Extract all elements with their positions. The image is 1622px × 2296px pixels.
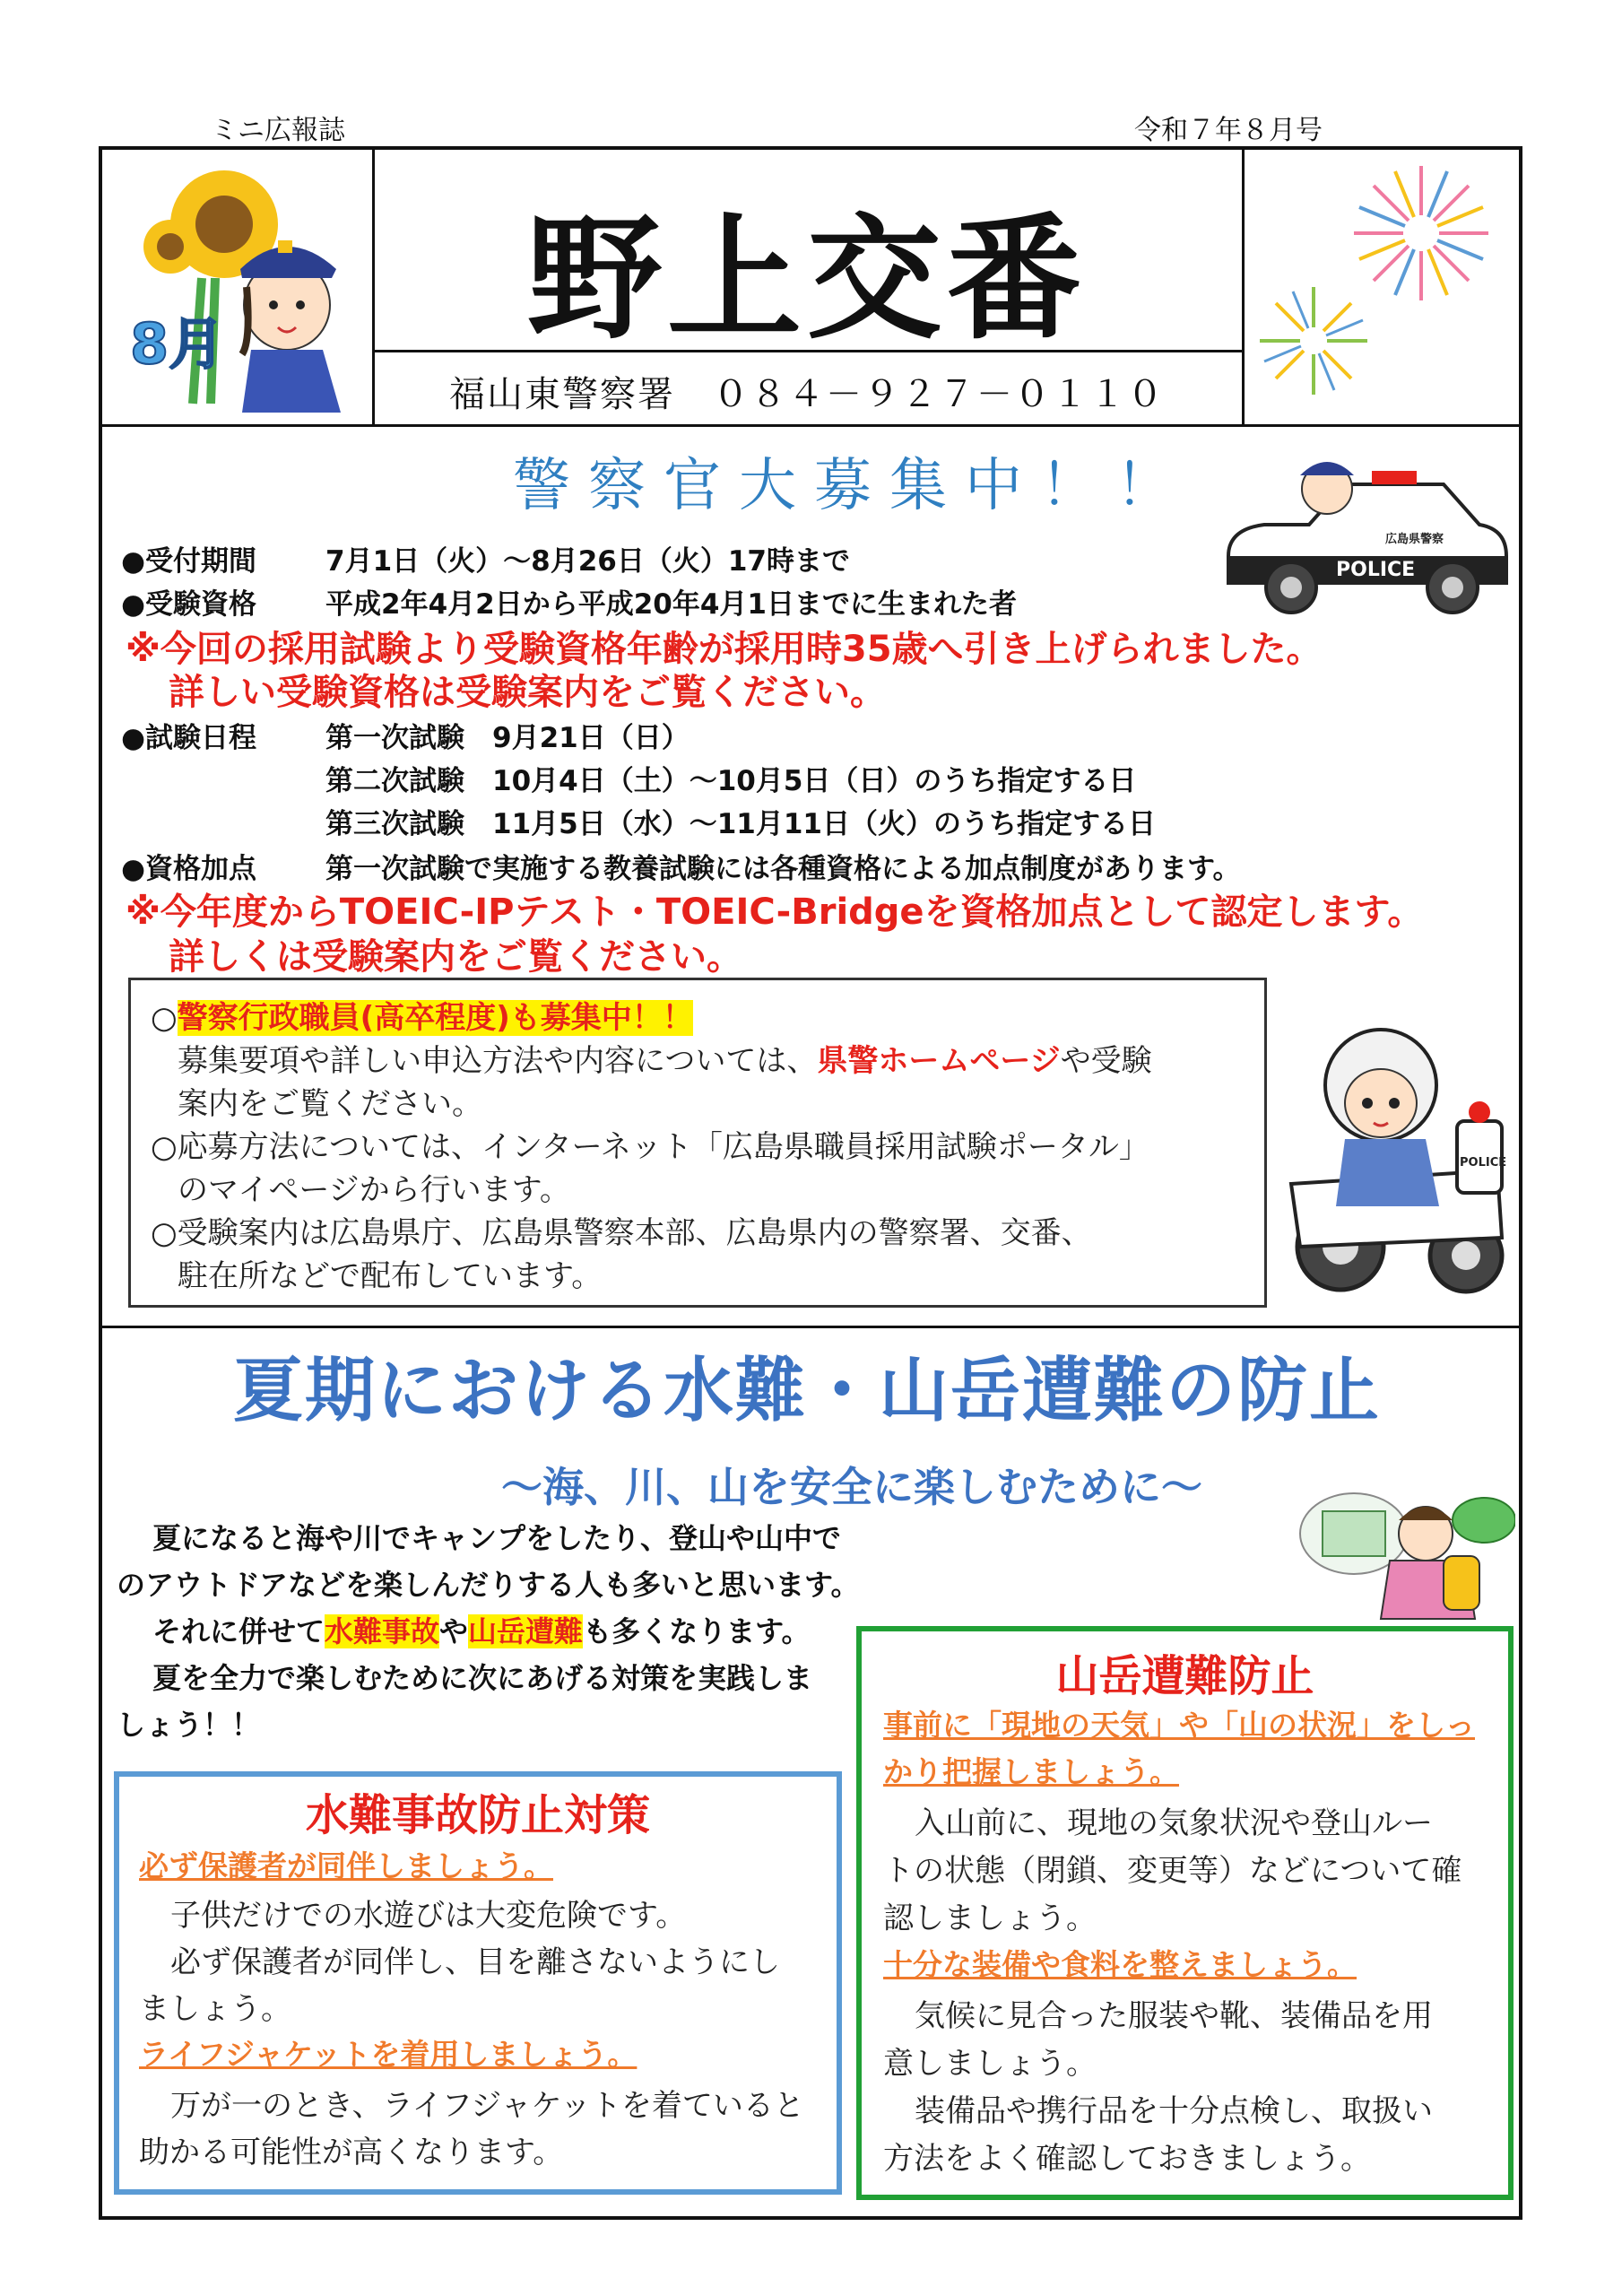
bonus-label: ●資格加点 [121, 853, 257, 885]
car-police-label: POLICE [1336, 559, 1416, 581]
eligibility-value: 平成2年4月2日から平成20年4月1日までに生まれた者 [325, 588, 1017, 621]
info-line6: ○受験案内は広島県庁、広島県警察本部、広島県内の警察署、交番、 [151, 1215, 1092, 1251]
firework-pink-icon [1354, 166, 1488, 300]
intro-line3 [152, 1609, 811, 1650]
month-badge: 8月 [130, 311, 225, 377]
summer-subtitle: ～海、川、山を安全に楽しむために～ [501, 1463, 1202, 1511]
intro-line1: 夏になると海や川でキャンプをしたり、登山や山中で [152, 1521, 842, 1555]
firework-green-icon [1260, 287, 1367, 395]
officer-girl-icon [240, 240, 341, 413]
reception-period-row [121, 538, 850, 578]
schedule-first: 第一次試験 9月21日（日） [325, 722, 690, 754]
info-line4: ○応募方法については、インターネット「広島県職員採用試験ポータル」 [151, 1129, 1149, 1165]
fireworks-illustration [1251, 161, 1520, 422]
intro-line2: のアウトドアなどを楽しんだりする人も多いと思います。 [117, 1568, 860, 1602]
mountain-body1b: トの状態（閉鎖、変更等）などについて確 [883, 1853, 1462, 1889]
water-box-title: 水難事故防止対策 [305, 1790, 650, 1840]
water-sub2: ライフジャケットを着用しましょう。 [139, 2037, 638, 2072]
age-note-line2: 詳しい受験資格は受験案内をご覧ください。 [169, 672, 886, 713]
water-sub1: 必ず保護者が同伴しましょう。 [139, 1848, 553, 1883]
summer-title: 夏期における水難・山岳遭難の防止 [232, 1351, 1381, 1431]
mini-newsletter-label: ミニ広報誌 [211, 115, 345, 146]
intro-line3-mid: や [439, 1614, 469, 1648]
schedule-second: 第二次試験 10月4日（土）～10月5日（日）のうち指定する日 [325, 765, 1137, 797]
header-bottom-rule [100, 424, 1521, 427]
toeic-note-line2: 詳しくは受験案内をご覧ください。 [169, 936, 742, 978]
info-line1 [151, 993, 693, 1037]
info-line2 [178, 1036, 1152, 1080]
water-body1a: 子供だけでの水遊びは大変危険です。 [170, 1898, 687, 1934]
mountain-icon [1453, 1498, 1515, 1543]
info-line7: 駐在所などで配布しています。 [178, 1258, 603, 1294]
section-divider [100, 1326, 1521, 1328]
bonus-value: 第一次試験で実施する教養試験には各種資格による加点制度があります。 [325, 853, 1241, 885]
eligibility-row [121, 581, 1017, 622]
mountain-body2b: 意しましょう。 [883, 2046, 1097, 2082]
eligibility-label: ●受験資格 [121, 588, 257, 621]
water-body1c: ましょう。 [139, 1991, 291, 2027]
police-car-illustration [1210, 448, 1515, 619]
schedule-third: 第三次試験 11月5日（水）～11月11日（火）のうち指定する日 [325, 808, 1156, 840]
hiker-illustration [1291, 1471, 1515, 1623]
mountain-body1a: 入山前に、現地の気象状況や登山ルー [915, 1805, 1433, 1841]
mountain-sub1a: 事前に「現地の天気」や「山の状況」をしっ [883, 1708, 1475, 1743]
intro-line3-post: も多くなります。 [583, 1614, 811, 1648]
toeic-note-line1: ※今年度からTOEIC-IPテスト・TOEIC-Bridgeを資格加点として認定します。 [126, 891, 1424, 933]
recruit-title: 警察官大募集中！！ [513, 453, 1191, 519]
map-icon [1323, 1511, 1385, 1556]
intro-line3-pre: それに併せて [152, 1614, 325, 1648]
age-note-line1: ※今回の採用試験より受験資格年齢が採用時35歳へ引き上げられました。 [126, 629, 1323, 670]
intro-line5: しょう！！ [117, 1708, 261, 1742]
schedule-label: ●試験日程 [121, 722, 257, 754]
backpack-icon [1444, 1556, 1479, 1610]
intro-line4: 夏を全力で楽しむために次にあげる対策を実践しま [152, 1661, 813, 1695]
mountain-body2a: 気候に見合った服装や靴、装備品を用 [915, 1998, 1433, 2034]
info-line2-pre: 募集要項や詳しい申込方法や内容については、 [178, 1043, 818, 1079]
info-line3: 案内をご覧ください。 [178, 1086, 482, 1122]
mountain-sub1b: かり把握しましょう。 [883, 1754, 1179, 1789]
info-line2-post: や受験 [1060, 1043, 1152, 1079]
bonus-row [121, 846, 1241, 886]
mountain-sub2: 十分な装備や食料を整えましょう。 [883, 1947, 1357, 1982]
info-line5: のマイページから行います。 [178, 1172, 570, 1208]
station-contact: 福山東警察署 ０８４－９２７－０１１０ [449, 374, 1165, 415]
bike-police-label: POLICE [1460, 1156, 1507, 1170]
mountain-body1c: 認しましょう。 [883, 1900, 1097, 1936]
header-divider-right [1242, 148, 1245, 426]
officer-sunflower-illustration [117, 161, 368, 422]
water-accident-highlight: 水難事故 [325, 1614, 440, 1648]
police-motorcycle-illustration [1273, 1013, 1515, 1300]
water-body1b: 必ず保護者が同伴し、目を離さないようにし [170, 1944, 780, 1980]
prefecture-homepage-link-text: 県警ホームページ [817, 1043, 1061, 1079]
info-bullet: ○ [151, 1000, 178, 1036]
car-sub-label: 広島県警察 [1385, 533, 1444, 546]
page-title: 野上交番 [526, 200, 1087, 358]
mountain-body2c: 装備品や携行品を十分点検し、取扱い [915, 2093, 1433, 2129]
water-body2a: 万が一のとき、ライフジャケットを着ていると [170, 2088, 804, 2124]
mountain-accident-highlight: 山岳遭難 [468, 1614, 584, 1648]
water-body2b: 助かる可能性が高くなります。 [139, 2135, 564, 2170]
reception-period-value: 7月1日（火）～8月26日（火）17時まで [325, 545, 850, 578]
mountain-body2d: 方法をよく確認しておきましょう。 [883, 2141, 1371, 2177]
admin-staff-highlight: 警察行政職員(高卒程度)も募集中！！ [177, 1000, 693, 1036]
issue-date: 令和７年８月号 [1134, 115, 1323, 146]
reception-period-label: ●受付期間 [121, 545, 257, 578]
mountain-box-title: 山岳遭難防止 [1055, 1651, 1314, 1701]
header-divider-left [372, 148, 375, 426]
